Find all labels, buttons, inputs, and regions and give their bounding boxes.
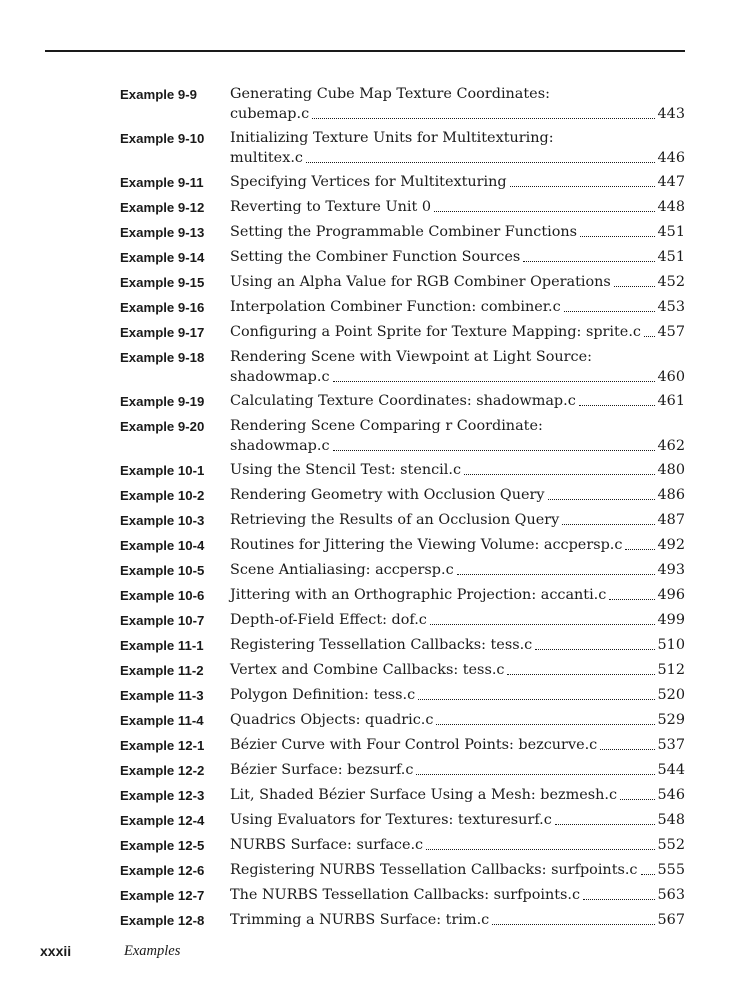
entry-body	[230, 685, 685, 705]
example-label: Example 12-2	[120, 763, 205, 778]
dot-leader	[564, 310, 655, 312]
entry-title: The NURBS Tessellation Callbacks: surfpoints.c	[230, 887, 581, 903]
entry-body	[230, 272, 685, 292]
example-label: Example 12-1	[120, 738, 205, 753]
toc-entry	[120, 760, 685, 781]
entry-body	[230, 660, 685, 680]
example-label: Example 9-12	[120, 200, 205, 215]
entry-dot-line	[230, 685, 685, 705]
page-number: 546	[657, 787, 685, 803]
page-number: 457	[657, 324, 685, 340]
dot-leader	[436, 723, 654, 725]
entry-body	[230, 835, 685, 855]
entry-dot-line	[230, 172, 685, 192]
example-label: Example 12-7	[120, 888, 205, 903]
dot-leader	[614, 285, 655, 287]
page-number: 451	[657, 249, 685, 265]
page-number: 555	[657, 862, 685, 878]
entry-body	[230, 297, 685, 317]
entry-title: Using an Alpha Value for RGB Combiner Operations	[230, 274, 611, 290]
entry-dot-line	[230, 860, 685, 880]
entry-body	[230, 760, 685, 780]
entry-body	[230, 910, 685, 930]
toc-entry	[120, 585, 685, 606]
entry-title: Retrieving the Results of an Occlusion Query	[230, 512, 560, 528]
entry-dot-line	[230, 710, 685, 730]
dot-leader	[641, 873, 655, 875]
toc-entry	[120, 510, 685, 531]
entry-dot-line	[230, 610, 685, 630]
toc-entry	[120, 735, 685, 756]
page-number: 552	[657, 837, 685, 853]
entry-title: shadowmap.c	[230, 369, 330, 385]
dot-leader	[620, 798, 655, 800]
entry-body	[230, 560, 685, 580]
page-number: 496	[657, 587, 685, 603]
entry-body	[230, 460, 685, 480]
example-label: Example 9-20	[120, 419, 205, 434]
toc-entry	[120, 810, 685, 831]
entry-body	[230, 585, 685, 605]
entry-title: Depth-of-Field Effect: dof.c	[230, 612, 427, 628]
example-label: Example 10-3	[120, 513, 205, 528]
toc-entry	[120, 835, 685, 856]
entry-dot-line	[230, 322, 685, 342]
entry-dot-line	[230, 104, 685, 124]
dot-leader	[492, 923, 654, 925]
entry-dot-line	[230, 585, 685, 605]
dot-leader	[555, 823, 655, 825]
dot-leader	[583, 898, 654, 900]
dot-leader	[600, 748, 654, 750]
example-label: Example 11-2	[120, 663, 204, 678]
example-label: Example 9-11	[120, 175, 204, 190]
entry-title-first-line: Generating Cube Map Texture Coordinates:	[230, 86, 550, 102]
toc-entry	[120, 347, 685, 387]
entry-body	[230, 785, 685, 805]
entry-title: Vertex and Combine Callbacks: tess.c	[230, 662, 505, 678]
toc-entry	[120, 560, 685, 581]
entry-dot-line	[230, 510, 685, 530]
toc-entry	[120, 172, 685, 193]
page-number: 452	[657, 274, 685, 290]
header-rule	[45, 50, 685, 52]
dot-leader	[312, 117, 654, 119]
page-number: 461	[657, 393, 685, 409]
example-label: Example 11-1	[120, 638, 204, 653]
dot-leader	[426, 848, 654, 850]
dot-leader	[548, 498, 655, 500]
entry-dot-line	[230, 367, 685, 387]
dot-leader	[416, 773, 654, 775]
example-label: Example 9-9	[120, 87, 197, 102]
dot-leader	[580, 235, 654, 237]
dot-leader	[333, 449, 655, 451]
toc-entry	[120, 460, 685, 481]
toc-entry	[120, 885, 685, 906]
dot-leader	[418, 698, 654, 700]
page-number: 462	[657, 438, 685, 454]
toc-entry	[120, 247, 685, 268]
example-label: Example 10-5	[120, 563, 205, 578]
example-label: Example 9-14	[120, 250, 205, 265]
entry-dot-line	[230, 436, 685, 456]
entry-title: Using Evaluators for Textures: texturesurf.c	[230, 812, 552, 828]
toc-entry	[120, 128, 685, 168]
toc-entry	[120, 222, 685, 243]
entry-title: Routines for Jittering the Viewing Volume: accpersp.c	[230, 537, 623, 553]
dot-leader	[306, 161, 655, 163]
page-number: 448	[657, 199, 685, 215]
entry-dot-line	[230, 197, 685, 217]
entry-dot-line	[230, 535, 685, 555]
entry-title-first-line: Rendering Scene Comparing r Coordinate:	[230, 418, 543, 434]
dot-leader	[510, 185, 655, 187]
entry-title: Registering Tessellation Callbacks: tess.c	[230, 637, 533, 653]
entry-body	[230, 222, 685, 242]
entry-title: Lit, Shaded Bézier Surface Using a Mesh: bezmesh.c	[230, 787, 618, 803]
entry-title: Polygon Definition: tess.c	[230, 687, 416, 703]
toc-entry	[120, 660, 685, 681]
dot-leader	[507, 673, 654, 675]
example-label: Example 9-13	[120, 225, 205, 240]
example-label: Example 9-18	[120, 350, 205, 365]
entry-title: shadowmap.c	[230, 438, 330, 454]
entry-title: Reverting to Texture Unit 0	[230, 199, 431, 215]
entry-title: Quadrics Objects: quadric.c	[230, 712, 434, 728]
dot-leader	[625, 548, 654, 550]
entry-title: multitex.c	[230, 150, 303, 166]
entry-dot-line	[230, 660, 685, 680]
entry-title: Rendering Geometry with Occlusion Query	[230, 487, 545, 503]
page-number: 451	[657, 224, 685, 240]
dot-leader	[644, 335, 655, 337]
entry-dot-line	[230, 835, 685, 855]
example-label: Example 9-15	[120, 275, 205, 290]
example-label: Example 9-16	[120, 300, 205, 315]
entry-title: Trimming a NURBS Surface: trim.c	[230, 912, 490, 928]
toc-entry	[120, 910, 685, 931]
entry-body	[230, 247, 685, 267]
example-label: Example 12-8	[120, 913, 205, 928]
page-number: 493	[657, 562, 685, 578]
page-number: 447	[657, 174, 685, 190]
page-number: 544	[657, 762, 685, 778]
toc-entry	[120, 635, 685, 656]
entry-title-first-line: Rendering Scene with Viewpoint at Light Source:	[230, 349, 592, 365]
entry-title: Calculating Texture Coordinates: shadowmap.c	[230, 393, 576, 409]
toc-entry	[120, 610, 685, 631]
page-number: 486	[657, 487, 685, 503]
entry-body	[230, 710, 685, 730]
entry-body	[230, 128, 685, 168]
toc-entry	[120, 272, 685, 293]
toc-entry	[120, 416, 685, 456]
dot-leader	[562, 523, 654, 525]
entry-body	[230, 391, 685, 411]
page-number: 480	[657, 462, 685, 478]
entry-dot-line	[230, 460, 685, 480]
example-label: Example 12-4	[120, 813, 205, 828]
entry-body	[230, 485, 685, 505]
entry-title-first-line: Initializing Texture Units for Multitexturing:	[230, 130, 554, 146]
entry-title: Configuring a Point Sprite for Texture Mapping: sprite.c	[230, 324, 641, 340]
toc-entry	[120, 860, 685, 881]
page-number: 487	[657, 512, 685, 528]
page-number: 460	[657, 369, 685, 385]
toc-entry	[120, 391, 685, 412]
entry-title: Specifying Vertices for Multitexturing	[230, 174, 507, 190]
entry-title: Interpolation Combiner Function: combiner.c	[230, 299, 561, 315]
example-label: Example 12-3	[120, 788, 205, 803]
example-label: Example 10-1	[120, 463, 205, 478]
entry-body	[230, 610, 685, 630]
dot-leader	[523, 260, 654, 262]
entry-body	[230, 635, 685, 655]
example-label: Example 9-17	[120, 325, 205, 340]
example-label: Example 12-5	[120, 838, 205, 853]
page-number: 492	[657, 537, 685, 553]
entry-body	[230, 535, 685, 555]
entry-title: Using the Stencil Test: stencil.c	[230, 462, 462, 478]
page-number: 453	[657, 299, 685, 315]
dot-leader	[609, 598, 654, 600]
dot-leader	[579, 404, 655, 406]
entry-body	[230, 885, 685, 905]
page-number: 510	[657, 637, 685, 653]
entry-title: cubemap.c	[230, 106, 310, 122]
entry-dot-line	[230, 222, 685, 242]
entry-dot-line	[230, 391, 685, 411]
entry-title: NURBS Surface: surface.c	[230, 837, 424, 853]
entry-title: Setting the Programmable Combiner Functions	[230, 224, 578, 240]
entry-body	[230, 347, 685, 387]
page-number: 520	[657, 687, 685, 703]
entry-dot-line	[230, 735, 685, 755]
entry-body	[230, 860, 685, 880]
page-number: 512	[657, 662, 685, 678]
entry-dot-line	[230, 885, 685, 905]
dot-leader	[333, 380, 655, 382]
entry-body	[230, 810, 685, 830]
page-number: 563	[657, 887, 685, 903]
entry-title: Registering NURBS Tessellation Callbacks: surfpoints.c	[230, 862, 638, 878]
entry-body	[230, 416, 685, 456]
entry-dot-line	[230, 810, 685, 830]
toc-entry	[120, 710, 685, 731]
dot-leader	[535, 648, 654, 650]
example-label: Example 10-4	[120, 538, 205, 553]
entry-body	[230, 84, 685, 124]
entry-title: Bézier Curve with Four Control Points: bezcurve.c	[230, 737, 598, 753]
example-label: Example 10-7	[120, 613, 205, 628]
footer-page-number: xxxii	[40, 943, 72, 959]
page-number: 443	[657, 106, 685, 122]
page-number: 446	[657, 150, 685, 166]
entry-body	[230, 322, 685, 342]
example-label: Example 9-10	[120, 131, 205, 146]
toc-entry	[120, 785, 685, 806]
entry-dot-line	[230, 297, 685, 317]
example-label: Example 9-19	[120, 394, 205, 409]
example-label: Example 11-4	[120, 713, 204, 728]
entry-body	[230, 510, 685, 530]
entry-body	[230, 197, 685, 217]
entry-dot-line	[230, 560, 685, 580]
page-number: 499	[657, 612, 685, 628]
dot-leader	[430, 623, 655, 625]
entry-title: Jittering with an Orthographic Projection: accanti.c	[230, 587, 607, 603]
entry-title: Bézier Surface: bezsurf.c	[230, 762, 414, 778]
page-number: 537	[657, 737, 685, 753]
page-number: 567	[657, 912, 685, 928]
entry-body	[230, 172, 685, 192]
dot-leader	[464, 473, 655, 475]
entry-dot-line	[230, 485, 685, 505]
example-label: Example 12-6	[120, 863, 205, 878]
toc-entry	[120, 84, 685, 124]
entry-dot-line	[230, 635, 685, 655]
dot-leader	[457, 573, 655, 575]
entry-dot-line	[230, 247, 685, 267]
toc-entry	[120, 197, 685, 218]
example-label: Example 10-6	[120, 588, 205, 603]
toc-entry	[120, 322, 685, 343]
dot-leader	[434, 210, 655, 212]
example-label: Example 10-2	[120, 488, 205, 503]
entry-dot-line	[230, 910, 685, 930]
toc-entry	[120, 485, 685, 506]
entry-title: Setting the Combiner Function Sources	[230, 249, 521, 265]
entry-body	[230, 735, 685, 755]
example-label: Example 11-3	[120, 688, 204, 703]
entry-dot-line	[230, 785, 685, 805]
footer-running-title: Examples	[124, 943, 181, 959]
entry-dot-line	[230, 148, 685, 168]
entry-title: Scene Antialiasing: accpersp.c	[230, 562, 454, 578]
toc-entry	[120, 535, 685, 556]
examples-list	[120, 84, 685, 935]
entry-dot-line	[230, 272, 685, 292]
entry-dot-line	[230, 760, 685, 780]
page-number: 529	[657, 712, 685, 728]
toc-entry	[120, 297, 685, 318]
toc-entry	[120, 685, 685, 706]
page-number: 548	[657, 812, 685, 828]
